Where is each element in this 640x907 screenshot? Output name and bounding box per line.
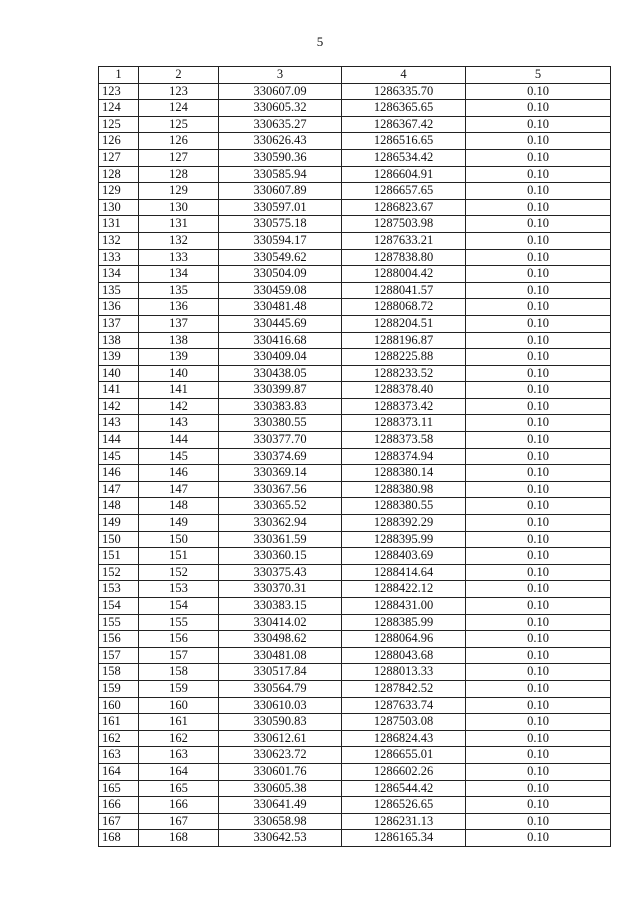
index-cell: 138	[139, 332, 219, 349]
x-coordinate-cell: 330438.05	[219, 365, 342, 382]
table-row	[99, 282, 611, 299]
table-row	[99, 581, 611, 598]
x-coordinate-cell: 330409.04	[219, 349, 342, 366]
error-cell: 0.10	[466, 315, 611, 332]
point-number-cell: 153	[99, 581, 139, 598]
table-row	[99, 299, 611, 316]
header-cell-3: 3	[219, 67, 342, 84]
point-number-cell: 160	[99, 697, 139, 714]
x-coordinate-cell: 330590.83	[219, 714, 342, 731]
error-cell: 0.10	[466, 481, 611, 498]
error-cell: 0.10	[466, 199, 611, 216]
x-coordinate-cell: 330365.52	[219, 498, 342, 515]
point-number-cell: 129	[99, 183, 139, 200]
x-coordinate-cell: 330626.43	[219, 133, 342, 150]
x-coordinate-cell: 330585.94	[219, 166, 342, 183]
index-cell: 142	[139, 398, 219, 415]
table-row	[99, 481, 611, 498]
index-cell: 129	[139, 183, 219, 200]
point-number-cell: 128	[99, 166, 139, 183]
index-cell: 150	[139, 531, 219, 548]
y-coordinate-cell: 1286526.65	[342, 797, 466, 814]
point-number-cell: 154	[99, 598, 139, 615]
error-cell: 0.10	[466, 548, 611, 565]
index-cell: 124	[139, 100, 219, 117]
point-number-cell: 162	[99, 730, 139, 747]
y-coordinate-cell: 1286544.42	[342, 780, 466, 797]
table-row	[99, 813, 611, 830]
table-row	[99, 631, 611, 648]
error-cell: 0.10	[466, 149, 611, 166]
error-cell: 0.10	[466, 299, 611, 316]
x-coordinate-cell: 330445.69	[219, 315, 342, 332]
table-row	[99, 548, 611, 565]
error-cell: 0.10	[466, 382, 611, 399]
y-coordinate-cell: 1288373.11	[342, 415, 466, 432]
error-cell: 0.10	[466, 797, 611, 814]
y-coordinate-cell: 1286604.91	[342, 166, 466, 183]
index-cell: 148	[139, 498, 219, 515]
index-cell: 163	[139, 747, 219, 764]
coordinates-table	[98, 66, 611, 847]
index-cell: 139	[139, 349, 219, 366]
y-coordinate-cell: 1288378.40	[342, 382, 466, 399]
x-coordinate-cell: 330369.14	[219, 465, 342, 482]
error-cell: 0.10	[466, 100, 611, 117]
x-coordinate-cell: 330658.98	[219, 813, 342, 830]
point-number-cell: 127	[99, 149, 139, 166]
error-cell: 0.10	[466, 448, 611, 465]
table-row	[99, 515, 611, 532]
error-cell: 0.10	[466, 249, 611, 266]
x-coordinate-cell: 330504.09	[219, 266, 342, 283]
x-coordinate-cell: 330594.17	[219, 232, 342, 249]
error-cell: 0.10	[466, 598, 611, 615]
point-number-cell: 148	[99, 498, 139, 515]
x-coordinate-cell: 330414.02	[219, 614, 342, 631]
table-row	[99, 365, 611, 382]
y-coordinate-cell: 1286516.65	[342, 133, 466, 150]
y-coordinate-cell: 1287503.08	[342, 714, 466, 731]
x-coordinate-cell: 330564.79	[219, 680, 342, 697]
table-row	[99, 498, 611, 515]
point-number-cell: 167	[99, 813, 139, 830]
y-coordinate-cell: 1288380.55	[342, 498, 466, 515]
y-coordinate-cell: 1288395.99	[342, 531, 466, 548]
y-coordinate-cell: 1286534.42	[342, 149, 466, 166]
y-coordinate-cell: 1288041.57	[342, 282, 466, 299]
y-coordinate-cell: 1288004.42	[342, 266, 466, 283]
point-number-cell: 158	[99, 664, 139, 681]
table-header	[99, 67, 611, 84]
x-coordinate-cell: 330383.15	[219, 598, 342, 615]
index-cell: 137	[139, 315, 219, 332]
error-cell: 0.10	[466, 531, 611, 548]
y-coordinate-cell: 1288414.64	[342, 564, 466, 581]
point-number-cell: 163	[99, 747, 139, 764]
error-cell: 0.10	[466, 282, 611, 299]
index-cell: 127	[139, 149, 219, 166]
point-number-cell: 137	[99, 315, 139, 332]
point-number-cell: 150	[99, 531, 139, 548]
y-coordinate-cell: 1286657.65	[342, 183, 466, 200]
index-cell: 136	[139, 299, 219, 316]
table-row	[99, 564, 611, 581]
index-cell: 131	[139, 216, 219, 233]
x-coordinate-cell: 330605.38	[219, 780, 342, 797]
y-coordinate-cell: 1286165.34	[342, 830, 466, 847]
table-row	[99, 531, 611, 548]
y-coordinate-cell: 1288392.29	[342, 515, 466, 532]
error-cell: 0.10	[466, 133, 611, 150]
x-coordinate-cell: 330377.70	[219, 432, 342, 449]
error-cell: 0.10	[466, 465, 611, 482]
y-coordinate-cell: 1288043.68	[342, 647, 466, 664]
index-cell: 147	[139, 481, 219, 498]
point-number-cell: 164	[99, 763, 139, 780]
index-cell: 143	[139, 415, 219, 432]
point-number-cell: 142	[99, 398, 139, 415]
error-cell: 0.10	[466, 398, 611, 415]
error-cell: 0.10	[466, 266, 611, 283]
x-coordinate-cell: 330459.08	[219, 282, 342, 299]
y-coordinate-cell: 1288385.99	[342, 614, 466, 631]
table-row	[99, 266, 611, 283]
error-cell: 0.10	[466, 415, 611, 432]
table-row	[99, 349, 611, 366]
x-coordinate-cell: 330635.27	[219, 116, 342, 133]
point-number-cell: 165	[99, 780, 139, 797]
y-coordinate-cell: 1288233.52	[342, 365, 466, 382]
index-cell: 152	[139, 564, 219, 581]
point-number-cell: 159	[99, 680, 139, 697]
point-number-cell: 146	[99, 465, 139, 482]
point-number-cell: 147	[99, 481, 139, 498]
x-coordinate-cell: 330517.84	[219, 664, 342, 681]
point-number-cell: 123	[99, 83, 139, 100]
index-cell: 144	[139, 432, 219, 449]
y-coordinate-cell: 1288373.58	[342, 432, 466, 449]
point-number-cell: 152	[99, 564, 139, 581]
point-number-cell: 135	[99, 282, 139, 299]
table-row	[99, 465, 611, 482]
error-cell: 0.10	[466, 697, 611, 714]
index-cell: 167	[139, 813, 219, 830]
x-coordinate-cell: 330383.83	[219, 398, 342, 415]
point-number-cell: 132	[99, 232, 139, 249]
x-coordinate-cell: 330549.62	[219, 249, 342, 266]
index-cell: 140	[139, 365, 219, 382]
y-coordinate-cell: 1286823.67	[342, 199, 466, 216]
y-coordinate-cell: 1287838.80	[342, 249, 466, 266]
table-row	[99, 100, 611, 117]
index-cell: 125	[139, 116, 219, 133]
point-number-cell: 168	[99, 830, 139, 847]
index-cell: 128	[139, 166, 219, 183]
x-coordinate-cell: 330370.31	[219, 581, 342, 598]
error-cell: 0.10	[466, 216, 611, 233]
table-row	[99, 83, 611, 100]
table-row	[99, 747, 611, 764]
point-number-cell: 161	[99, 714, 139, 731]
table-row	[99, 398, 611, 415]
y-coordinate-cell: 1286824.43	[342, 730, 466, 747]
y-coordinate-cell: 1286367.42	[342, 116, 466, 133]
index-cell: 161	[139, 714, 219, 731]
point-number-cell: 130	[99, 199, 139, 216]
y-coordinate-cell: 1287633.74	[342, 697, 466, 714]
index-cell: 126	[139, 133, 219, 150]
index-cell: 153	[139, 581, 219, 598]
index-cell: 135	[139, 282, 219, 299]
header-cell-2: 2	[139, 67, 219, 84]
error-cell: 0.10	[466, 498, 611, 515]
table-row	[99, 149, 611, 166]
error-cell: 0.10	[466, 349, 611, 366]
x-coordinate-cell: 330367.56	[219, 481, 342, 498]
table-row	[99, 216, 611, 233]
table-row	[99, 315, 611, 332]
x-coordinate-cell: 330605.32	[219, 100, 342, 117]
table-row	[99, 199, 611, 216]
error-cell: 0.10	[466, 664, 611, 681]
index-cell: 133	[139, 249, 219, 266]
y-coordinate-cell: 1288373.42	[342, 398, 466, 415]
error-cell: 0.10	[466, 747, 611, 764]
point-number-cell: 138	[99, 332, 139, 349]
x-coordinate-cell: 330416.68	[219, 332, 342, 349]
y-coordinate-cell: 1288196.87	[342, 332, 466, 349]
error-cell: 0.10	[466, 166, 611, 183]
page-number: 5	[316, 34, 324, 49]
table-row	[99, 647, 611, 664]
point-number-cell: 134	[99, 266, 139, 283]
error-cell: 0.10	[466, 581, 611, 598]
table-row	[99, 780, 611, 797]
x-coordinate-cell: 330610.03	[219, 697, 342, 714]
error-cell: 0.10	[466, 365, 611, 382]
error-cell: 0.10	[466, 116, 611, 133]
point-number-cell: 156	[99, 631, 139, 648]
index-cell: 162	[139, 730, 219, 747]
table-row	[99, 664, 611, 681]
y-coordinate-cell: 1286655.01	[342, 747, 466, 764]
index-cell: 134	[139, 266, 219, 283]
table-row	[99, 680, 611, 697]
error-cell: 0.10	[466, 680, 611, 697]
table-row	[99, 830, 611, 847]
index-cell: 160	[139, 697, 219, 714]
x-coordinate-cell: 330374.69	[219, 448, 342, 465]
x-coordinate-cell: 330575.18	[219, 216, 342, 233]
x-coordinate-cell: 330361.59	[219, 531, 342, 548]
table-row	[99, 697, 611, 714]
table-row	[99, 763, 611, 780]
y-coordinate-cell: 1286602.26	[342, 763, 466, 780]
x-coordinate-cell: 330641.49	[219, 797, 342, 814]
x-coordinate-cell: 330607.09	[219, 83, 342, 100]
table-row	[99, 415, 611, 432]
point-number-cell: 143	[99, 415, 139, 432]
error-cell: 0.10	[466, 432, 611, 449]
error-cell: 0.10	[466, 515, 611, 532]
y-coordinate-cell: 1286365.65	[342, 100, 466, 117]
index-cell: 156	[139, 631, 219, 648]
error-cell: 0.10	[466, 714, 611, 731]
y-coordinate-cell: 1286335.70	[342, 83, 466, 100]
y-coordinate-cell: 1288013.33	[342, 664, 466, 681]
index-cell: 151	[139, 548, 219, 565]
table-row	[99, 797, 611, 814]
y-coordinate-cell: 1287503.98	[342, 216, 466, 233]
y-coordinate-cell: 1288403.69	[342, 548, 466, 565]
table-row	[99, 133, 611, 150]
table-row	[99, 332, 611, 349]
y-coordinate-cell: 1288422.12	[342, 581, 466, 598]
point-number-cell: 133	[99, 249, 139, 266]
table-row	[99, 714, 611, 731]
x-coordinate-cell: 330612.61	[219, 730, 342, 747]
x-coordinate-cell: 330601.76	[219, 763, 342, 780]
index-cell: 132	[139, 232, 219, 249]
index-cell: 157	[139, 647, 219, 664]
table-row	[99, 598, 611, 615]
point-number-cell: 131	[99, 216, 139, 233]
x-coordinate-cell: 330607.89	[219, 183, 342, 200]
y-coordinate-cell: 1288431.00	[342, 598, 466, 615]
error-cell: 0.10	[466, 332, 611, 349]
error-cell: 0.10	[466, 564, 611, 581]
error-cell: 0.10	[466, 614, 611, 631]
point-number-cell: 141	[99, 382, 139, 399]
point-number-cell: 155	[99, 614, 139, 631]
table-row	[99, 382, 611, 399]
point-number-cell: 145	[99, 448, 139, 465]
point-number-cell: 126	[99, 133, 139, 150]
y-coordinate-cell: 1288374.94	[342, 448, 466, 465]
point-number-cell: 149	[99, 515, 139, 532]
index-cell: 166	[139, 797, 219, 814]
y-coordinate-cell: 1288204.51	[342, 315, 466, 332]
table-row	[99, 614, 611, 631]
y-coordinate-cell: 1286231.13	[342, 813, 466, 830]
x-coordinate-cell: 330481.08	[219, 647, 342, 664]
index-cell: 158	[139, 664, 219, 681]
index-cell: 155	[139, 614, 219, 631]
index-cell: 145	[139, 448, 219, 465]
header-cell-1: 1	[99, 67, 139, 84]
point-number-cell: 140	[99, 365, 139, 382]
x-coordinate-cell: 330623.72	[219, 747, 342, 764]
table-row	[99, 183, 611, 200]
error-cell: 0.10	[466, 232, 611, 249]
y-coordinate-cell: 1288225.88	[342, 349, 466, 366]
point-number-cell: 157	[99, 647, 139, 664]
y-coordinate-cell: 1287633.21	[342, 232, 466, 249]
header-cell-5: 5	[466, 67, 611, 84]
error-cell: 0.10	[466, 183, 611, 200]
table-row	[99, 232, 611, 249]
index-cell: 149	[139, 515, 219, 532]
x-coordinate-cell: 330498.62	[219, 631, 342, 648]
error-cell: 0.10	[466, 780, 611, 797]
error-cell: 0.10	[466, 730, 611, 747]
index-cell: 165	[139, 780, 219, 797]
table-row	[99, 448, 611, 465]
index-cell: 159	[139, 680, 219, 697]
table-body	[99, 83, 611, 846]
error-cell: 0.10	[466, 647, 611, 664]
index-cell: 123	[139, 83, 219, 100]
error-cell: 0.10	[466, 830, 611, 847]
error-cell: 0.10	[466, 83, 611, 100]
x-coordinate-cell: 330399.87	[219, 382, 342, 399]
y-coordinate-cell: 1287842.52	[342, 680, 466, 697]
index-cell: 154	[139, 598, 219, 615]
error-cell: 0.10	[466, 813, 611, 830]
point-number-cell: 124	[99, 100, 139, 117]
x-coordinate-cell: 330597.01	[219, 199, 342, 216]
y-coordinate-cell: 1288068.72	[342, 299, 466, 316]
y-coordinate-cell: 1288380.98	[342, 481, 466, 498]
table-row	[99, 249, 611, 266]
y-coordinate-cell: 1288064.96	[342, 631, 466, 648]
point-number-cell: 166	[99, 797, 139, 814]
point-number-cell: 144	[99, 432, 139, 449]
x-coordinate-cell: 330360.15	[219, 548, 342, 565]
index-cell: 141	[139, 382, 219, 399]
index-cell: 146	[139, 465, 219, 482]
table-row	[99, 432, 611, 449]
table-row	[99, 730, 611, 747]
x-coordinate-cell: 330362.94	[219, 515, 342, 532]
table-row	[99, 116, 611, 133]
header-cell-4: 4	[342, 67, 466, 84]
point-number-cell: 151	[99, 548, 139, 565]
x-coordinate-cell: 330481.48	[219, 299, 342, 316]
error-cell: 0.10	[466, 763, 611, 780]
index-cell: 130	[139, 199, 219, 216]
error-cell: 0.10	[466, 631, 611, 648]
index-cell: 164	[139, 763, 219, 780]
x-coordinate-cell: 330375.43	[219, 564, 342, 581]
header-row	[99, 67, 611, 84]
point-number-cell: 139	[99, 349, 139, 366]
table-row	[99, 166, 611, 183]
x-coordinate-cell: 330380.55	[219, 415, 342, 432]
point-number-cell: 125	[99, 116, 139, 133]
point-number-cell: 136	[99, 299, 139, 316]
index-cell: 168	[139, 830, 219, 847]
y-coordinate-cell: 1288380.14	[342, 465, 466, 482]
x-coordinate-cell: 330642.53	[219, 830, 342, 847]
x-coordinate-cell: 330590.36	[219, 149, 342, 166]
